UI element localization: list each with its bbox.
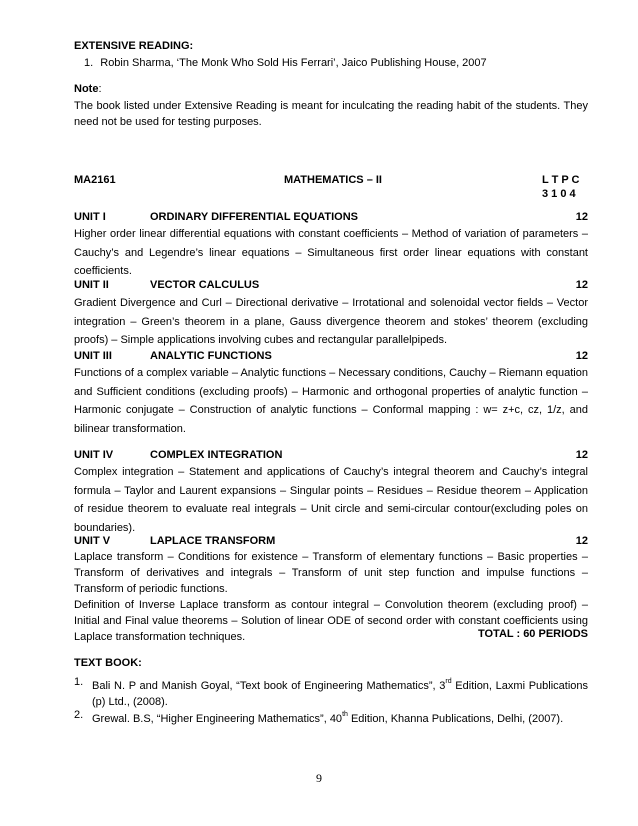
note-text: The book listed under Extensive Reading is meant for inculcating the reading habit of the students. They need not be used for testing purposes. bbox=[74, 100, 588, 128]
course-code: MA2161 bbox=[74, 174, 116, 186]
text-book-item-1-text-end: Edition, Laxmi Publications (p) Ltd., (2008). bbox=[92, 680, 589, 708]
text-book-item-1 bbox=[74, 674, 588, 710]
text-book-item-2-number: 2. bbox=[74, 709, 84, 721]
ltpc-values: 3 1 0 4 bbox=[542, 188, 576, 200]
unit-5-body: Laplace transform – Conditions for existence – Transform of elementary functions – Basic properties – Transform of derivatives and integrals – Transform of unit step function and impulse functions – Transform of periodic functions. bbox=[74, 551, 588, 595]
unit-2-hours: 12 bbox=[575, 279, 588, 291]
unit-1-title: ORDINARY DIFFERENTIAL EQUATIONS bbox=[150, 211, 358, 223]
text-book-item-2-text-end: Edition, Khanna Publications, Delhi, (2007). bbox=[347, 713, 564, 725]
unit-1-hours: 12 bbox=[575, 211, 588, 223]
text-book-item-1-sup: rd bbox=[445, 678, 452, 685]
extensive-reading-item bbox=[84, 57, 487, 69]
unit-2-header bbox=[74, 279, 588, 295]
note-label: Note bbox=[74, 83, 99, 95]
text-book-item-1-text: Bali N. P and Manish Goyal, “Text book of Engineering Mathematics”, 3 bbox=[92, 680, 446, 692]
extensive-reading-item-text: Robin Sharma, ‘The Monk Who Sold His Ferrari’, Jaico Publishing House, 2007 bbox=[100, 57, 487, 69]
extensive-reading-item-number: 1. bbox=[84, 57, 94, 69]
unit-1-code: UNIT I bbox=[74, 211, 106, 223]
unit-3-code: UNIT III bbox=[74, 350, 112, 362]
text-book-item-1-number: 1. bbox=[74, 676, 84, 688]
text-book-item-2 bbox=[74, 707, 588, 727]
unit-2-title: VECTOR CALCULUS bbox=[150, 279, 260, 291]
unit-3-title: ANALYTIC FUNCTIONS bbox=[150, 350, 272, 362]
unit-4-code: UNIT IV bbox=[74, 449, 114, 461]
unit-3-hours: 12 bbox=[575, 350, 588, 362]
note-label-line bbox=[74, 83, 102, 95]
extensive-reading-heading: EXTENSIVE READING: bbox=[74, 40, 194, 52]
unit-5-code: UNIT V bbox=[74, 535, 111, 547]
note-colon: : bbox=[98, 83, 102, 95]
unit-5-hours: 12 bbox=[575, 535, 588, 547]
unit-5-title: LAPLACE TRANSFORM bbox=[150, 535, 276, 547]
unit-3-body: Functions of a complex variable – Analytic functions – Necessary conditions, Cauchy – Riemann equation and Sufficient conditions (excluding proofs) – Harmonic and orthogonal properties of analytic function – Harmonic conjugate – Construction of analytic functions – Conformal mapping : w= z+c, cz, 1/z, and bilinear transformation. bbox=[74, 367, 588, 435]
text-book-heading: TEXT BOOK: bbox=[74, 657, 142, 669]
text-book-item-2-sup: th bbox=[342, 711, 348, 718]
unit-4-body: Complex integration – Statement and applications of Cauchy’s integral theorem and Cauchy’s integral formula – Taylor and Laurent expansions – Singular points – Residues – Residue theorem – Application of residue theorem to evaluate real integrals – Unit circle and semi-circular contour(excluding poles on boundaries). bbox=[74, 466, 588, 534]
text-book-item-2-text: Grewal. B.S, “Higher Engineering Mathematics”, 40 bbox=[92, 713, 343, 725]
unit-2-code: UNIT II bbox=[74, 279, 109, 291]
unit-4-hours: 12 bbox=[575, 449, 588, 461]
unit-4-title: COMPLEX INTEGRATION bbox=[150, 449, 283, 461]
unit-1-body: Higher order linear differential equations with constant coefficients – Method of variation of parameters – Cauchy’s and Legendre’s linear equations – Simultaneous first order linear equations with constant coefficients. bbox=[74, 228, 588, 277]
unit-5-body-2: Definition of Inverse Laplace transform as contour integral – Convolution theorem (excluding proof) – Initial and Final value theorems – Solution of linear ODE of second order with constant coefficients using Laplace transformation techniques. bbox=[74, 599, 588, 643]
page-number: 9 bbox=[316, 771, 322, 785]
total-periods: TOTAL : 60 PERIODS bbox=[477, 628, 588, 640]
ltpc-header: L T P C bbox=[542, 174, 580, 186]
unit-2-body: Gradient Divergence and Curl – Directional derivative – Irrotational and solenoidal vector fields – Vector integration – Green’s theorem in a plane, Gauss divergence theorem and stokes’ theorem (excluding proofs) – Simple applications involving cubes and rectangular parallelpipeds. bbox=[74, 297, 588, 346]
course-title: MATHEMATICS – II bbox=[284, 174, 382, 186]
